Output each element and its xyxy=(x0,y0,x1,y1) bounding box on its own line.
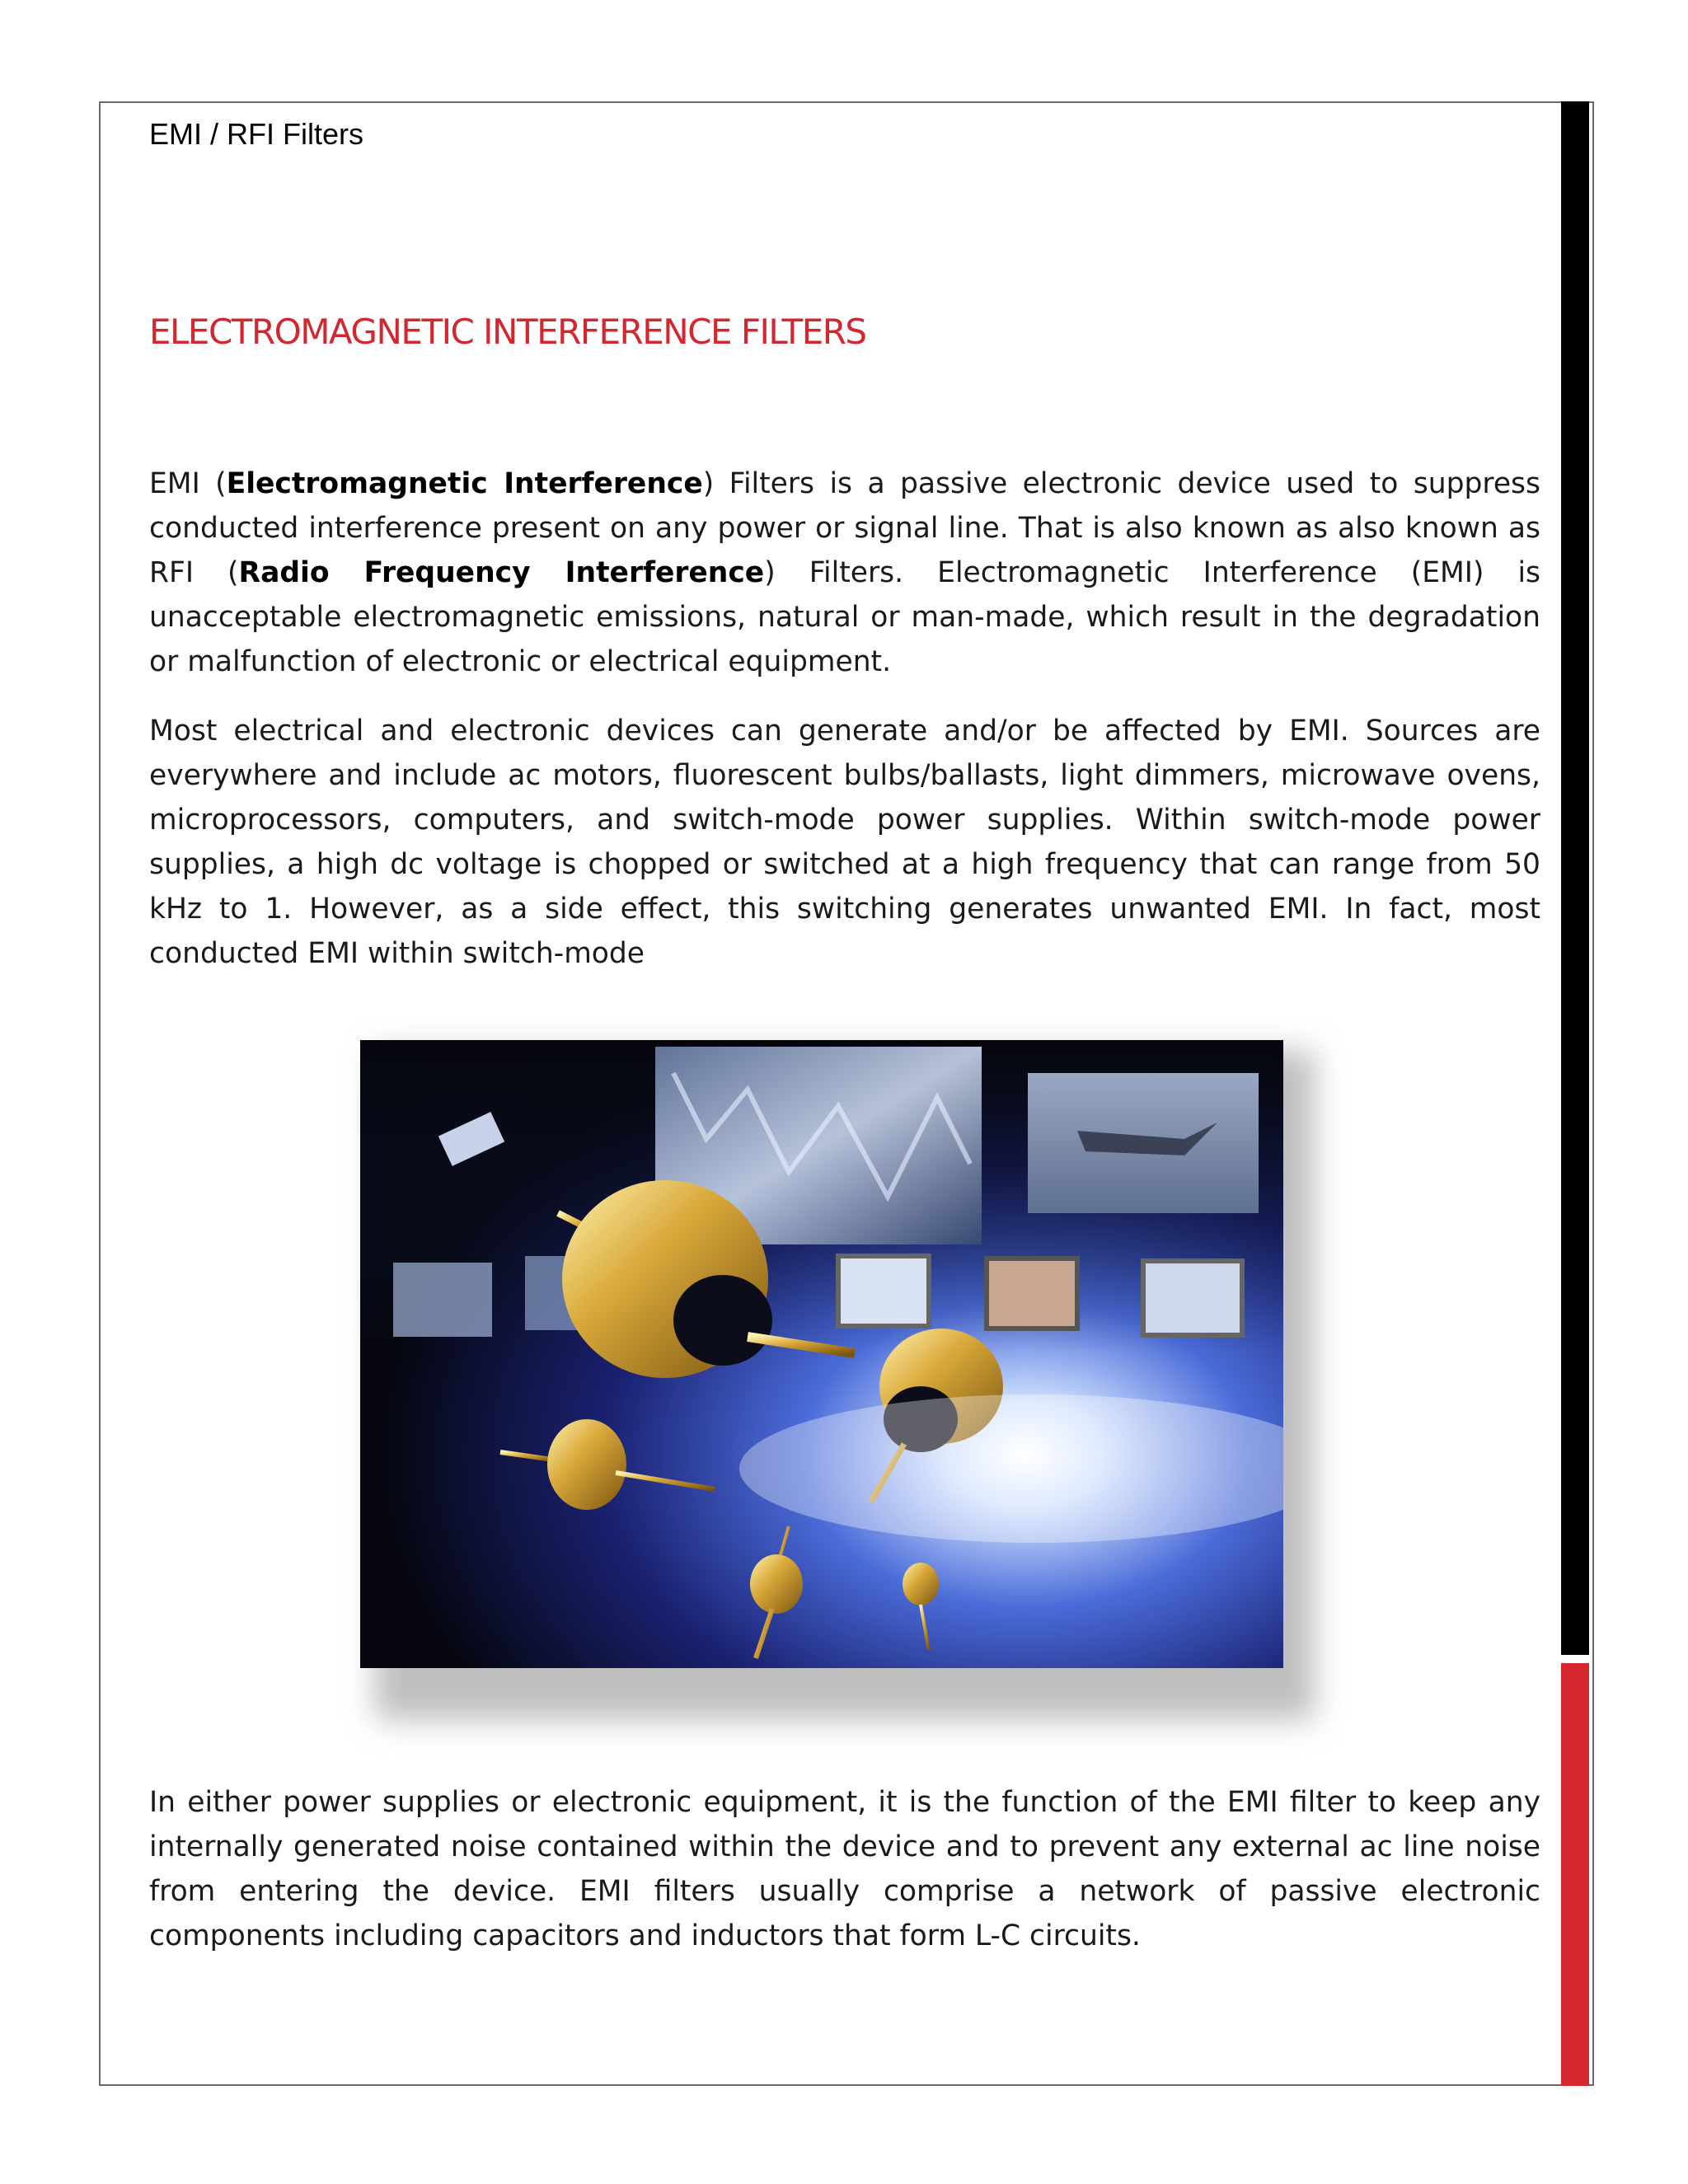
page-header: EMI / RFI Filters xyxy=(149,117,363,151)
paragraph-sources: Most electrical and electronic devices can generate and/or be affected by EMI. Sources are everywhere and include ac motors, fluorescent bulbs/ballasts, light dimmers, microwave ovens, microprocessors, computers, and switch-mode power supplies. Within switch-mode power supplies, a high dc voltage is chopped or switched at a high frequency that can range from 50 kHz to 1. However, as a side effect, this switching generates unwanted EMI. In fact, most conducted EMI within switch-mode xyxy=(149,715,1540,970)
paragraph-intro-bold-rfi: Radio Frequency Interference xyxy=(238,556,765,589)
side-bar-black xyxy=(1561,101,1589,1655)
paragraph-intro xyxy=(149,462,1540,684)
paragraph-intro-text-1: EMI ( xyxy=(149,467,227,500)
side-bar-red xyxy=(1561,1663,1589,2086)
page-title: ELECTROMAGNETIC INTERFERENCE FILTERS xyxy=(149,312,866,352)
paragraph-intro-text-2: ) Filters is a passive electronic device used to suppress conducted interference present on any power or signal line. That is also known as also known as RFI ( xyxy=(149,467,1540,589)
emi-filter-photo xyxy=(360,1040,1283,1668)
paragraph-intro-text-3: ) Filters. Electromagnetic Interference (EMI) is unacceptable electromagnetic emissions, natural or man-made, which result in the degradation or malfunction of electronic or electrical equipment. xyxy=(149,556,1541,678)
paragraph-function: In either power supplies or electronic equipment, it is the function of the EMI filter to keep any internally generated noise contained within the device and to prevent any external ac line noise from entering the device. EMI filters usually comprise a network of passive electronic components including capacitors and inductors that form L-C circuits. xyxy=(149,1786,1540,1952)
paragraph-intro-bold-emi: Electromagnetic Interference xyxy=(226,467,703,500)
